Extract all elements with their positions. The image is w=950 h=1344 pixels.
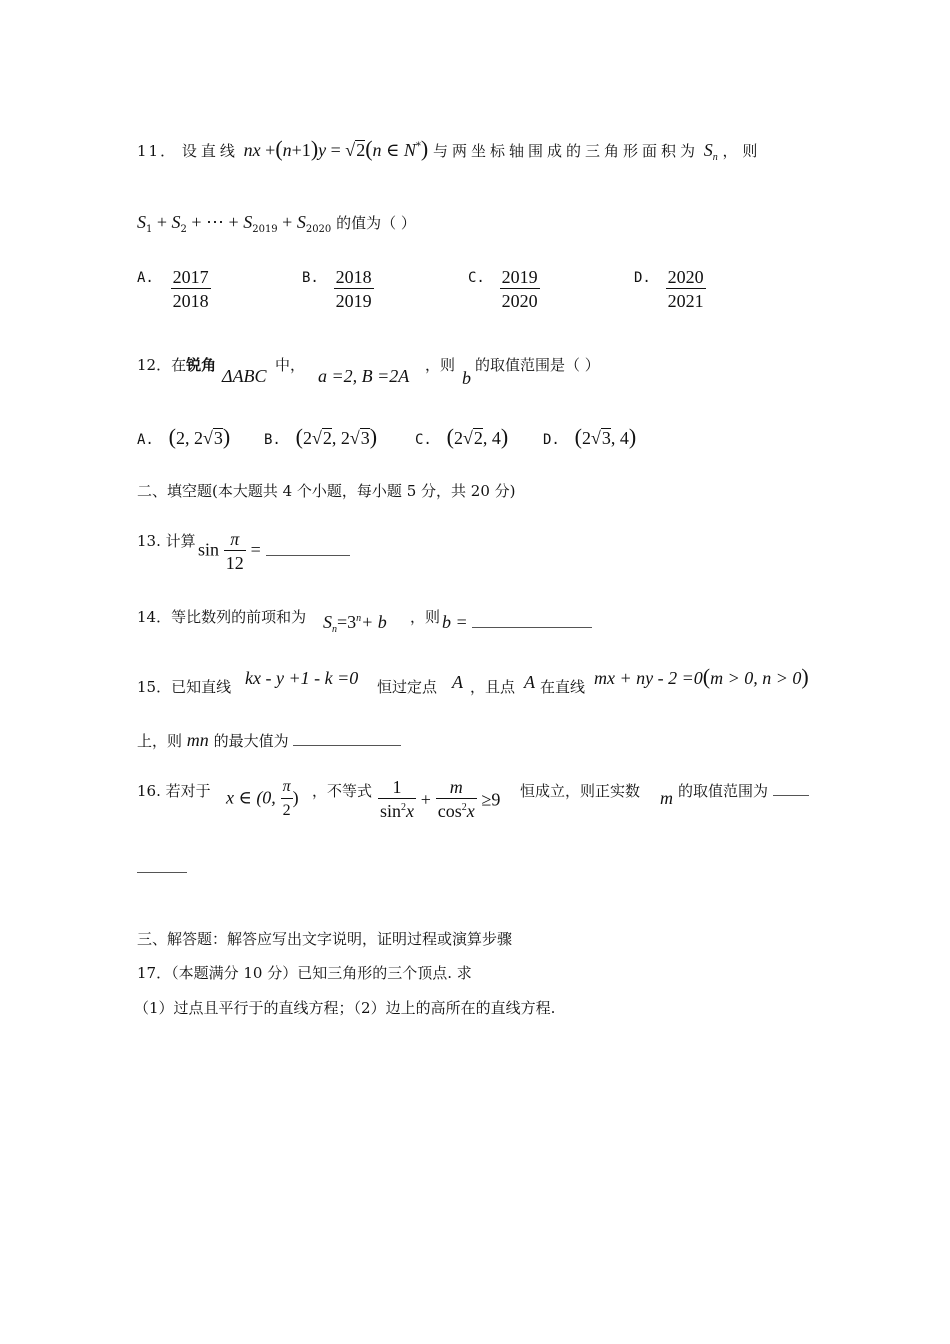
- q12-triangle: ΔABC: [222, 366, 267, 386]
- q11-sum-term-4: 2020: [305, 224, 332, 235]
- q15-line2: mx + ny - 2 =0(m > 0, n > 0): [594, 664, 809, 689]
- q16-ge: ≥9: [481, 789, 501, 810]
- q14-line: [137, 606, 306, 627]
- q14-b: b =: [442, 612, 468, 632]
- q16-answer-blank[interactable]: [773, 795, 809, 796]
- q12-option-d: D. (2√3, 4): [543, 424, 637, 449]
- q11-sum-tail: 的值为（ ）: [336, 214, 416, 232]
- q12-option-c-pre: 2: [453, 428, 463, 448]
- q14-eq: =3: [337, 612, 357, 632]
- q12-tail: 的取值范围是（ ）: [475, 356, 600, 374]
- q11-sn: S: [703, 140, 713, 160]
- q16-f2-num: m: [436, 776, 477, 799]
- q16-domain: [226, 776, 299, 823]
- q15-mn: mn: [186, 730, 209, 750]
- q15-mid2: ，且点: [470, 678, 516, 696]
- q11-option-b-num: 2018: [335, 267, 372, 287]
- section-2-heading: 二、填空题(本大题共 4 个小题，每小题 5 分，共 20 分): [137, 482, 516, 500]
- q11-option-b-den: 2019: [335, 291, 372, 311]
- q15-condition: m > 0, n > 0: [710, 668, 802, 688]
- q12-line: [137, 354, 216, 375]
- q15-A2: A: [524, 672, 535, 692]
- q12-option-c-root: 2: [473, 428, 483, 448]
- q16-pi: π: [281, 776, 293, 799]
- q12-b: b: [462, 368, 471, 388]
- q14-tail: ，则: [410, 608, 441, 626]
- q12-condition: a =2, B =2A: [318, 366, 410, 386]
- q16-f2-den: cos: [437, 801, 462, 821]
- q14-plus-b: + b: [361, 612, 387, 632]
- q12-option-d-label: D.: [543, 432, 560, 448]
- q13-answer-blank[interactable]: [266, 555, 350, 556]
- q15-A: A: [452, 672, 463, 692]
- q16-tail2: [678, 780, 809, 801]
- q11-sum-term-3: 2019: [252, 224, 278, 235]
- q15-line-eq: kx - y +1 - k =0: [245, 668, 359, 688]
- q11-sum-line: $S_1 + S_2$ + ⋯ + $S_{2019} + S_{2020}$ 的值为（ ）: [137, 212, 416, 235]
- q12-option-b-root2: 3: [360, 428, 370, 448]
- q12-option-b-pre: 2: [302, 428, 312, 448]
- q16-f1-den-x: x: [406, 801, 415, 821]
- q14-text: 14．等比数列的前项和为: [137, 608, 307, 626]
- q12-option-c-label: C.: [415, 432, 432, 448]
- q11-option-a-den: 2018: [172, 291, 209, 311]
- q13-den: 12: [225, 553, 244, 573]
- q14-answer-blank[interactable]: [472, 627, 592, 628]
- q14-sn: S: [323, 612, 332, 632]
- q16-number: 16. 若对于: [137, 782, 211, 800]
- q15-line2-eq: mx + ny - 2 =0: [594, 668, 703, 688]
- q16-tail1: 恒成立，则正实数: [520, 782, 641, 800]
- q11-option-c: [468, 266, 540, 313]
- q15-tail: 的最大值为: [213, 732, 289, 750]
- q16-inequality: $\frac{1}{\sin^2x}$ + $\frac{m}{\cos^2x}$ ≥9: [380, 777, 501, 821]
- q16-two: 2: [282, 802, 291, 819]
- q11-option-d-num: 2020: [667, 267, 704, 287]
- section-3-heading: 三、解答题：解答应写出文字说明，证明过程或演算步骤: [137, 930, 513, 948]
- q15-number: 15．已知直线: [137, 678, 232, 696]
- q12-number: 12．在: [137, 356, 187, 374]
- q12-option-a-label: A.: [137, 432, 154, 448]
- q11-eq-star: *: [415, 141, 421, 152]
- q11-option-b-label: B.: [302, 269, 319, 286]
- q11-option-b: [302, 266, 374, 313]
- q11-sum-term-1: 1: [146, 224, 153, 235]
- q12-option-d-root: 3: [601, 428, 611, 448]
- q11-eq-n: n: [282, 140, 292, 160]
- q12-mid2: ，则: [425, 356, 456, 374]
- q11-option-a-num: 2017: [172, 267, 209, 287]
- q12-option-a-root: 3: [213, 428, 223, 448]
- q16-close: ): [292, 787, 299, 808]
- q13-pi: π: [224, 528, 246, 551]
- q12-option-c-post: , 4: [482, 428, 501, 448]
- q12-option-d-pre: 2: [581, 428, 591, 448]
- q12-option-b-root: 2: [322, 428, 332, 448]
- q12-option-b-mid: , 2: [331, 428, 350, 448]
- q13-sin: sin: [198, 539, 220, 560]
- q11-eq-nx: nx: [243, 140, 261, 160]
- q11-number: 11．: [137, 142, 178, 160]
- q11-option-d: [634, 266, 706, 313]
- q12-bold: 锐角: [186, 356, 217, 374]
- q12-option-a-pre: 2, 2: [175, 428, 203, 448]
- q11-eq-N: N: [403, 140, 416, 160]
- q16-f2-den-x: x: [466, 801, 475, 821]
- q11-option-a-label: A.: [137, 269, 154, 286]
- q11-line1: 11． 设直线 nx +(n+1)y = √2(n ∈ N*) 与两坐标轴围成的三角形面积为 $S_n$ ， 则: [137, 136, 758, 163]
- q13-expression: [198, 528, 350, 575]
- q11-lead: 设直线: [181, 142, 239, 160]
- q12-option-c: C. (2√2, 4): [415, 424, 509, 449]
- q11-option-c-den: 2020: [501, 291, 538, 311]
- q11-eq-y: y: [318, 140, 327, 160]
- q16-x-in: x ∈ (0,: [226, 787, 276, 808]
- q16-f1-num: 1: [378, 776, 416, 799]
- q12-option-a: A. (2, 2√3): [137, 424, 231, 449]
- q13-equals: =: [250, 539, 261, 560]
- q12-option-b-label: B.: [264, 432, 281, 448]
- q14-sn-sub: n: [332, 624, 337, 635]
- q11-eq-plus1: +1: [291, 140, 311, 160]
- q14-answer: [442, 612, 592, 633]
- q14-exp: n: [356, 613, 362, 624]
- q11-mid: 与两坐标轴围成的三角形面积为: [432, 142, 699, 160]
- q13-number: 13. 计算: [137, 532, 196, 550]
- q11-tail: ， 则: [722, 142, 758, 160]
- q11-sn-sub: n: [712, 152, 718, 163]
- q11-sum-term-2: 2: [180, 224, 187, 235]
- q12-mid1: 中，: [275, 356, 306, 374]
- q11-option-d-label: D.: [634, 269, 651, 286]
- q17-line1: 17．（本题满分 10 分）已知三角形的三个顶点. 求: [137, 964, 472, 982]
- q15-line3-text: 上，则: [137, 732, 183, 750]
- q15-mid3: 在直线: [540, 678, 586, 696]
- q11-option-d-den: 2021: [667, 291, 704, 311]
- q16-tail2-text: 的取值范围为: [678, 782, 769, 800]
- q11-option-c-label: C.: [468, 269, 485, 286]
- q11-eq-root2: 2: [356, 140, 366, 160]
- q17-line2: （1）过点且平行于的直线方程；（2）边上的高所在的直线方程.: [134, 999, 556, 1017]
- q16-answer-blank-cont[interactable]: [137, 858, 187, 873]
- q16-m: m: [660, 788, 673, 808]
- q11-eq-n2: n: [372, 140, 382, 160]
- q12-option-b: B. (2√2, 2√3): [264, 424, 378, 449]
- q16-mid: ，不等式: [312, 782, 373, 800]
- q12-option-d-post: , 4: [610, 428, 629, 448]
- q15-answer-blank[interactable]: [293, 745, 401, 746]
- q11-option-c-num: 2019: [501, 267, 538, 287]
- q15-mid1: 恒过定点: [377, 678, 438, 696]
- q14-formula: [323, 612, 387, 633]
- q16-f1-den: sin: [380, 801, 402, 821]
- q15-line3: [137, 730, 401, 751]
- q11-option-a: [137, 266, 211, 313]
